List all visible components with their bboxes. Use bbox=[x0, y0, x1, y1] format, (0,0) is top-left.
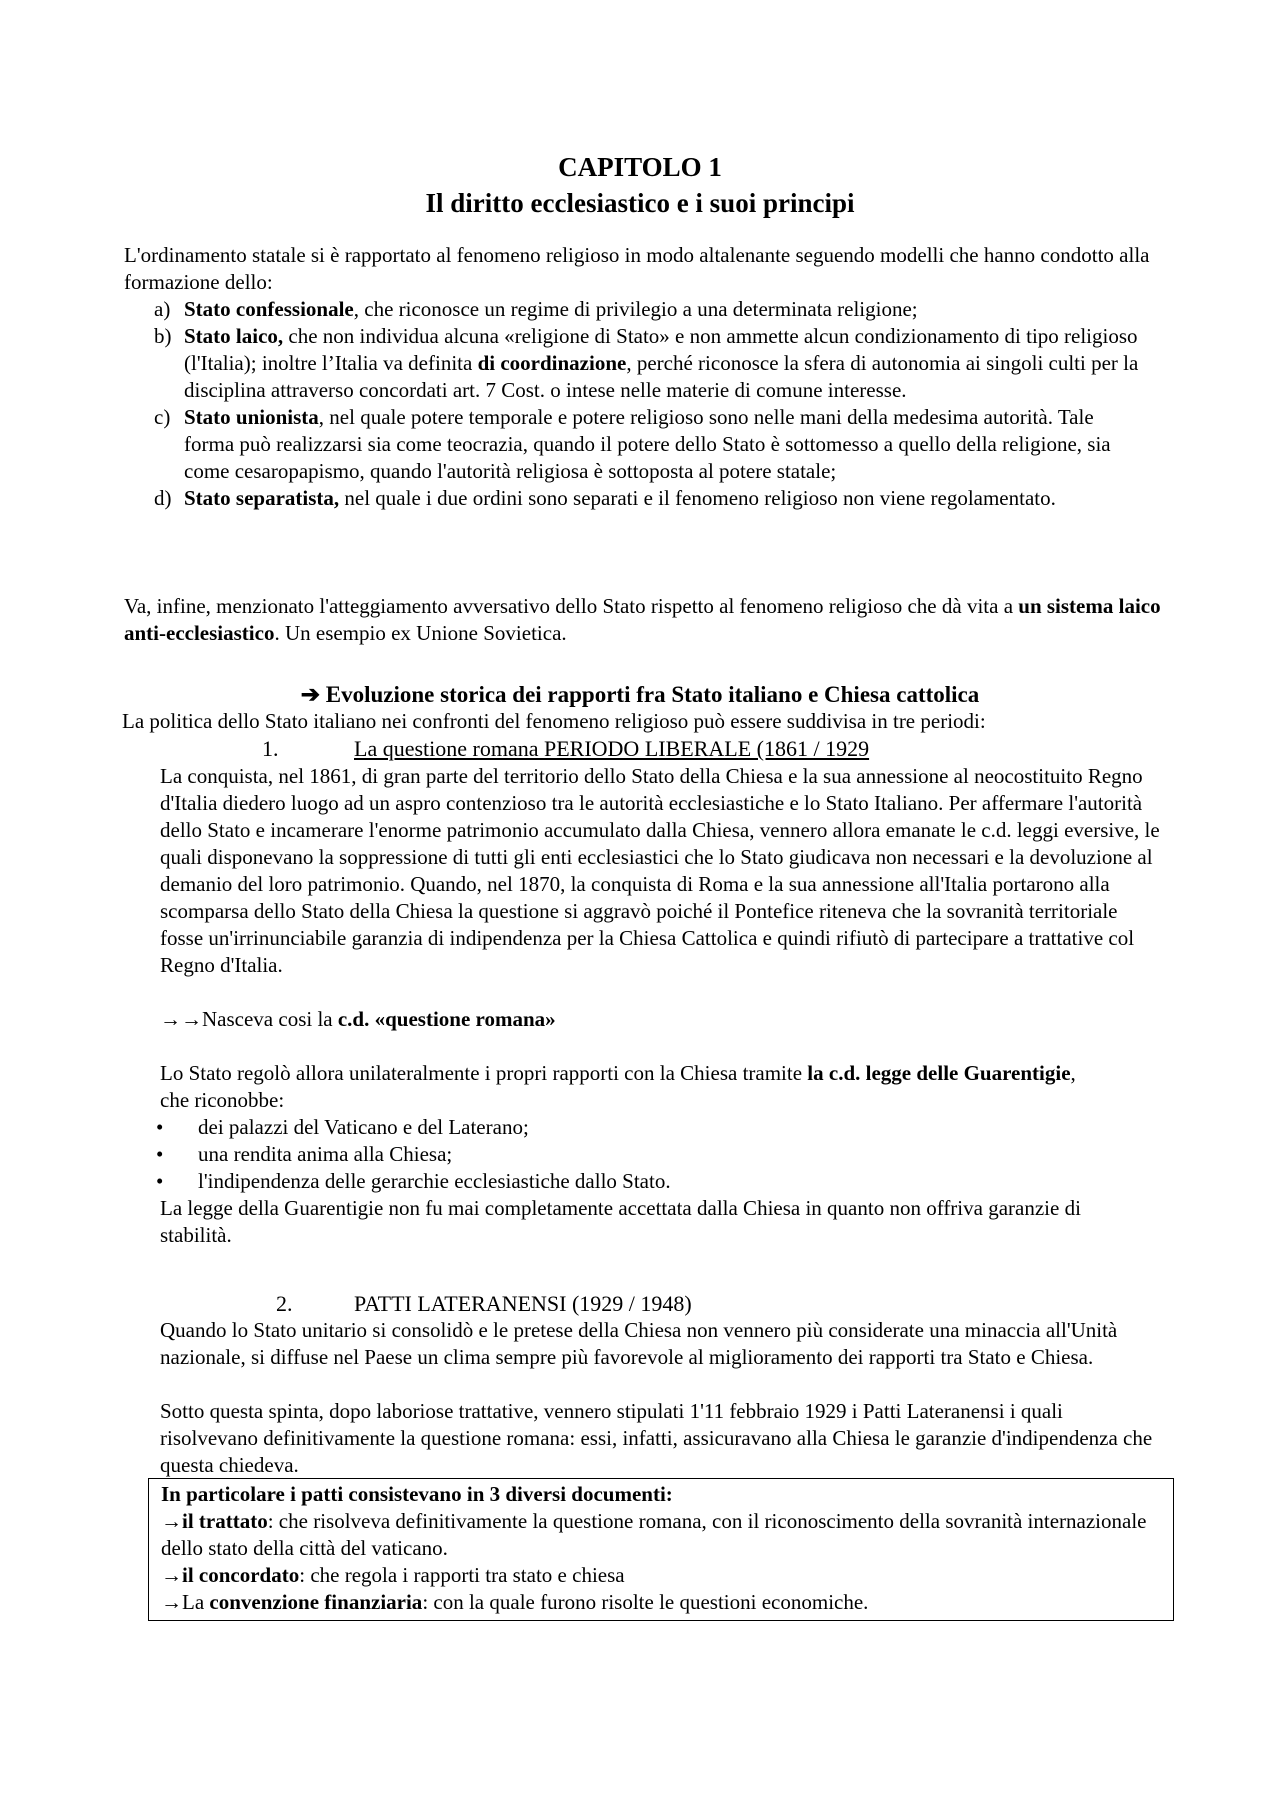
box-item-convenzione bbox=[161, 1589, 1161, 1616]
term: Stato laico, bbox=[184, 324, 284, 348]
list-item bbox=[150, 1141, 1150, 1168]
bullet-icon: • bbox=[156, 1115, 164, 1139]
closing-text: Va, infine, menzionato l'atteggiamento avversativo dello Stato rispetto al fenomeno religioso che dà vita a bbox=[124, 594, 1019, 618]
list-item bbox=[150, 1168, 1150, 1195]
period-title: PATTI LATERANENSI (1929 / 1948) bbox=[354, 1291, 692, 1316]
list-item-a bbox=[124, 296, 1144, 323]
guarentigie-paragraph bbox=[160, 1060, 1100, 1114]
guarentigie-list bbox=[150, 1114, 1150, 1195]
intro-paragraph: L'ordinamento statale si è rapportato al fenomeno religioso in modo altalenante seguendo modelli che hanno condotto alla formazione dello: bbox=[124, 243, 1150, 294]
guarentigie-conclusion: La legge della Guarentigie non fu mai completamente accettata dalla Chiesa in quanto non offriva garanzie di stabilità. bbox=[160, 1196, 1081, 1247]
period-2-body-2: Sotto questa spinta, dopo laboriose trattative, vennero stipulati 1'11 febbraio 1929 i Patti Lateranensi i quali risolvevano definitivamente la questione romana: essi, infatti, assicuravano alla Chiesa le garanzie d'indipendenza che questa chiedeva. bbox=[160, 1399, 1153, 1477]
chapter-subtitle: Il diritto ecclesiastico e i suoi principi bbox=[425, 188, 855, 218]
period-2-heading bbox=[276, 1290, 1176, 1317]
bullet-icon: • bbox=[156, 1142, 164, 1166]
period-number: 2. bbox=[276, 1291, 293, 1316]
closing-highlight: un sistema laico anti-ecclesiastico bbox=[124, 594, 1161, 645]
box-item-trattato bbox=[161, 1508, 1161, 1562]
item-text: : con la quale furono risolte le questioni economiche. bbox=[422, 1590, 869, 1614]
period-number: 1. bbox=[262, 736, 279, 761]
list-item-b bbox=[124, 323, 1144, 404]
list-marker: b) bbox=[154, 324, 172, 348]
term-description: nel quale i due ordini sono separati e il fenomeno religioso non viene regolamentato. bbox=[339, 486, 1056, 510]
chapter-number: CAPITOLO 1 bbox=[558, 152, 722, 182]
period-1-body: La conquista, nel 1861, di gran parte del territorio dello Stato della Chiesa e la sua annessione al neocostituito Regno d'Italia diedero luogo ad un aspro contenzioso tra le autorità ecclesiastiche e lo Stato Italiano. Per affermare l'autorità dello Stato e incamerare l'enorme patrimonio accumulato dalla Chiesa, vennero allora emanate le c.d. leggi eversive, le quali disponevano la soppressione di tutti gli enti ecclesiastici che lo Stato giudicava non necessari e la devoluzione al demanio del loro patrimonio. Quando, nel 1870, la conquista di Roma e la sua annessione all'Italia portarono alla scomparsa dello Stato della Chiesa la questione si aggravò poiché il Pontefice riteneva che la sovranità territoriale fosse un'irrinunciabile garanzia di indipendenza per la Chiesa Cattolica e quindi rifiutò di partecipare a trattative col Regno d'Italia. bbox=[160, 764, 1160, 977]
box-heading: In particolare i patti consistevano in 3 diversi documenti: bbox=[161, 1482, 673, 1506]
guarentigie-after: , che riconobbe: bbox=[160, 1061, 1076, 1112]
item-term: il trattato bbox=[182, 1509, 268, 1533]
list-item-text: una rendita anima alla Chiesa; bbox=[198, 1142, 453, 1166]
bullet-icon: • bbox=[156, 1169, 164, 1193]
list-item-c bbox=[124, 404, 1144, 485]
period-title: La questione romana PERIODO LIBERALE (1861 / 1929 bbox=[354, 736, 870, 761]
term-description: , nel quale potere temporale e potere religioso sono nelle mani della medesima autorità. Tale forma può realizzarsi sia come teocrazia, quando il potere dello Stato è sottomesso a quello della religione, sia come cesaropapismo, quando l'autorità religiosa è sottoposta al potere statale; bbox=[184, 405, 1111, 483]
questione-highlight: c.d. «questione romana» bbox=[337, 1007, 556, 1031]
section-heading bbox=[0, 681, 1280, 708]
list-item-d bbox=[124, 485, 1144, 512]
term-description-rest: , perché riconosce la sfera di autonomia ai singoli culti per la disciplina attraverso concordati art. 7 Cost. o intese nelle materie di comune interesse. bbox=[184, 351, 1139, 402]
box-item-concordato bbox=[161, 1562, 1161, 1589]
item-term: il concordato bbox=[182, 1563, 300, 1587]
arrow-icon: ➔ bbox=[300, 682, 320, 707]
list-item-text: dei palazzi del Vaticano e del Laterano; bbox=[198, 1115, 529, 1139]
double-arrow-icon: →→ bbox=[160, 1007, 202, 1031]
list-item-text: l'indipendenza delle gerarchie ecclesiastiche dallo Stato. bbox=[198, 1169, 671, 1193]
arrow-icon: → bbox=[161, 1563, 182, 1587]
closing-text-after: . Un esempio ex Unione Sovietica. bbox=[274, 621, 567, 645]
list-item bbox=[150, 1114, 1150, 1141]
section-intro: La politica dello Stato italiano nei confronti del fenomeno religioso può essere suddivisa in tre periodi: bbox=[122, 709, 986, 733]
chapter-title bbox=[0, 149, 1280, 221]
term-description: che non individua alcuna «religione di Stato» e non ammette alcun condizionamento di tipo religioso (l'Italia); inoltre l’Italia va definita bbox=[184, 324, 1138, 375]
period-1-heading bbox=[262, 735, 1162, 762]
item-text: : che risolveva definitivamente la questione romana, con il riconoscimento della sovranità internazionale dello stato della città del vaticano. bbox=[161, 1509, 1147, 1560]
list-marker: a) bbox=[154, 297, 171, 321]
state-models-list bbox=[124, 296, 1144, 512]
guarentigie-highlight: la c.d. legge delle Guarentigie bbox=[807, 1061, 1071, 1085]
arrow-icon: → bbox=[161, 1590, 182, 1614]
questione-text: Nasceva cosi la bbox=[202, 1007, 338, 1031]
item-term: convenzione finanziaria bbox=[209, 1590, 423, 1614]
term: Stato unionista bbox=[184, 405, 319, 429]
list-marker: d) bbox=[154, 486, 172, 510]
term-description: , che riconosce un regime di privilegio a una determinata religione; bbox=[353, 297, 918, 321]
arrow-icon: → bbox=[161, 1509, 182, 1533]
term-highlight: di coordinazione bbox=[477, 351, 627, 375]
item-prefix: La bbox=[182, 1590, 210, 1614]
questione-romana-line bbox=[160, 1006, 1160, 1033]
list-marker: c) bbox=[154, 405, 171, 429]
period-2-body-1: Quando lo Stato unitario si consolidò e le pretese della Chiesa non vennero più considerate una minaccia all'Unità nazionale, si diffuse nel Paese un clima sempre più favorevole al miglioramento dei rapporti tra Stato e Chiesa. bbox=[160, 1318, 1118, 1369]
section-title: Evoluzione storica dei rapporti fra Stato italiano e Chiesa cattolica bbox=[325, 682, 980, 707]
guarentigie-text: Lo Stato regolò allora unilateralmente i propri rapporti con la Chiesa tramite bbox=[160, 1061, 808, 1085]
term: Stato confessionale bbox=[184, 297, 354, 321]
closing-paragraph bbox=[124, 593, 1164, 647]
term: Stato separatista, bbox=[184, 486, 340, 510]
patti-documents-box bbox=[148, 1478, 1174, 1621]
item-text: : che regola i rapporti tra stato e chiesa bbox=[299, 1563, 625, 1587]
